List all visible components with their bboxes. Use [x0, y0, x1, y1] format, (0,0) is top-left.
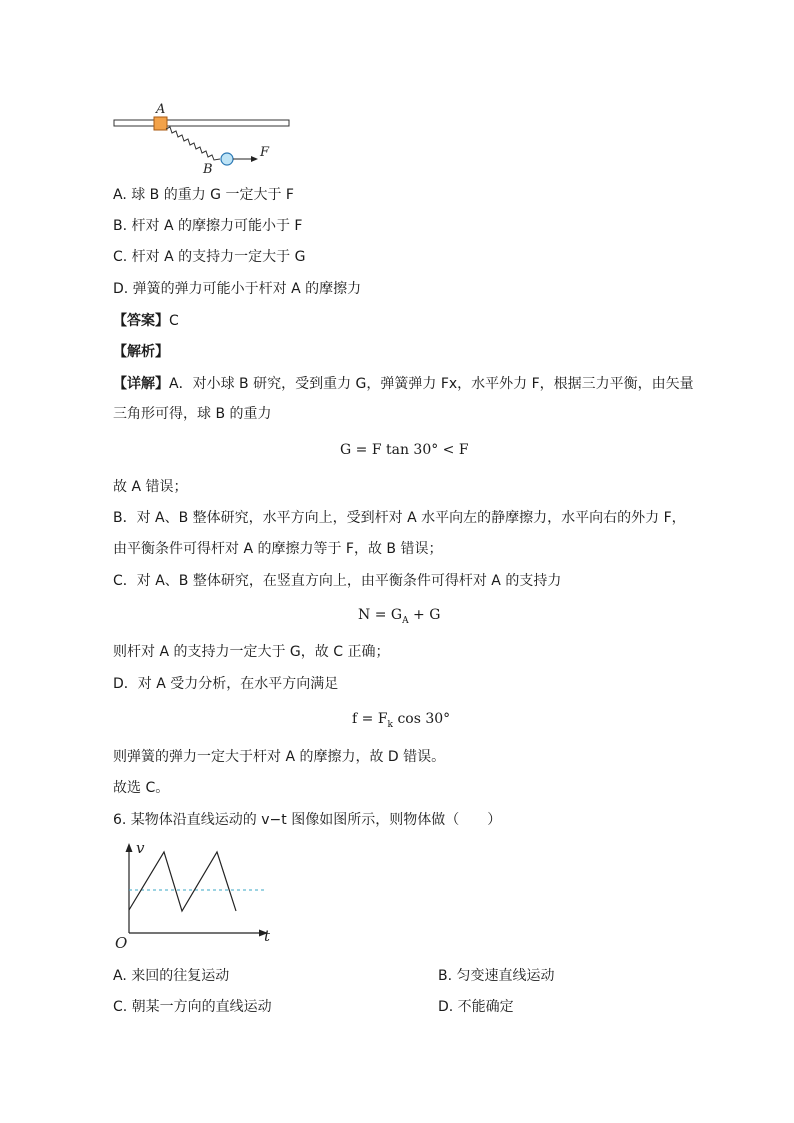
detail-p3b: 由平衡条件可得杆对 A 的摩擦力等于 F，故 B 错误；: [113, 541, 443, 557]
equation-gravity: G = F tan 30° < F: [340, 442, 469, 458]
horizontal-rod: [114, 120, 289, 126]
option-q6-a: A. 来回的往复运动: [113, 968, 230, 984]
ball-b: [221, 153, 233, 165]
spring-rod-figure: [108, 100, 298, 180]
answer-line: [113, 311, 179, 331]
detail-p8: 故选 C。: [113, 780, 170, 796]
detail-p4: C．对 A、B 整体研究，在竖直方向上，由平衡条件可得杆对 A 的支持力: [113, 573, 562, 589]
spring: [166, 127, 220, 160]
equation-friction: $f = F_k$ cos 30°: [352, 711, 451, 730]
detail-p1a: [113, 374, 694, 394]
option-q6-c: C. 朝某一方向的直线运动: [113, 999, 272, 1015]
t-label: t: [264, 927, 271, 945]
label-f: F: [260, 145, 270, 160]
label-b: B: [203, 162, 213, 177]
detail-p2: 故 A 错误；: [113, 479, 188, 495]
velocity-curve: [129, 852, 236, 911]
equation-support-force: $N = G_A + G$: [358, 607, 441, 626]
origin-label: O: [115, 934, 128, 952]
analysis-tag: 【解析】: [113, 344, 169, 360]
option-q5-a: A. 球 B 的重力 G 一定大于 F: [113, 187, 294, 203]
v-label: v: [136, 840, 145, 857]
force-f-arrowhead: [251, 156, 258, 162]
option-q5-c: C. 杆对 A 的支持力一定大于 G: [113, 249, 306, 265]
detail-p1a-text: A．对小球 B 研究，受到重力 G，弹簧弹力 Fx，水平外力 F，根据三力平衡，由矢量: [169, 376, 694, 392]
q6-stem: 6. 某物体沿直线运动的 v−t 图像如图所示，则物体做（ ）: [113, 812, 502, 828]
option-q6-b: B. 匀变速直线运动: [438, 968, 555, 984]
detail-p5: 则杆对 A 的支持力一定大于 G，故 C 正确；: [113, 644, 390, 660]
block-a: [154, 117, 167, 130]
answer-value: C: [169, 313, 179, 329]
v-axis-arrowhead: [126, 843, 133, 852]
label-a: A: [156, 102, 166, 117]
vt-graph: [112, 840, 282, 955]
option-q5-b: B. 杆对 A 的摩擦力可能小于 F: [113, 218, 303, 234]
option-q5-d: D. 弹簧的弹力可能小于杆对 A 的摩擦力: [113, 281, 362, 297]
option-q6-d: D. 不能确定: [438, 999, 514, 1015]
detail-p3a: B．对 A、B 整体研究，水平方向上，受到杆对 A 水平向左的静摩擦力，水平向右的外力 F，: [113, 510, 686, 526]
detail-tag: 【详解】: [113, 376, 169, 392]
answer-tag: 【答案】: [113, 313, 169, 329]
detail-p6: D．对 A 受力分析，在水平方向满足: [113, 676, 339, 692]
detail-p1b: 三角形可得，球 B 的重力: [113, 406, 272, 422]
detail-p7: 则弹簧的弹力一定大于杆对 A 的摩擦力，故 D 错误。: [113, 749, 446, 765]
